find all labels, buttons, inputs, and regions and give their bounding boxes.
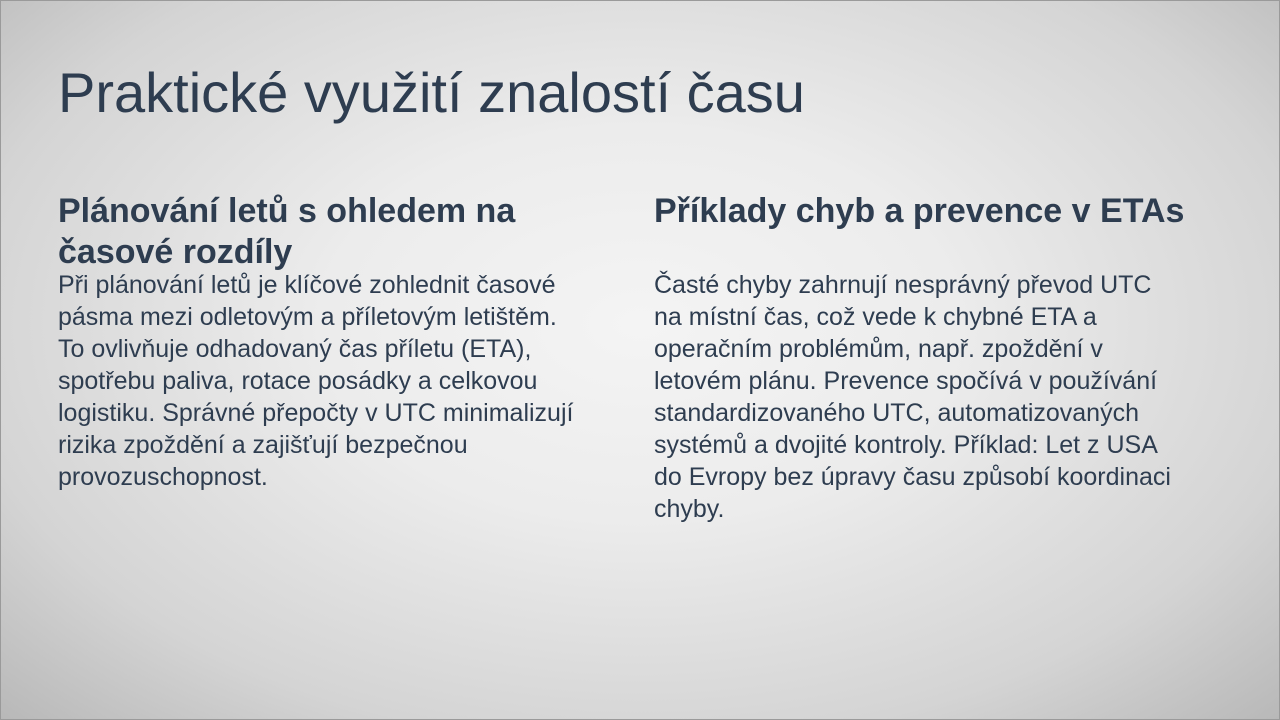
- left-column-body: Při plánování letů je klíčové zohlednit časové pásma mezi odletovým a příletovým letištěm. To ovlivňuje odhadovaný čas příletu (ETA), spotřebu paliva, rotace posádky a celkovou logistiku. Správné přepočty v UTC minimalizují rizika zpoždění a zajišťují bezpečnou provozuschopnost.: [58, 271, 574, 491]
- slide-title: Praktické využití znalostí času: [58, 61, 805, 124]
- right-column: [654, 191, 1194, 525]
- left-column: [58, 191, 598, 493]
- right-column-heading: Příklady chyb a prevence v ETAs: [654, 192, 1185, 230]
- right-column-body: Časté chyby zahrnují nesprávný převod UTC na místní čas, což vede k chybné ETA a operačním problémům, např. zpoždění v letovém plánu. Prevence spočívá v používání standardizovaného UTC, automatizovaných systémů a dvojité kontroly. Příklad: Let z USA do Evropy bez úpravy času způsobí koordinaci chyby.: [654, 271, 1171, 523]
- left-column-heading: Plánování letů s ohledem na časové rozdíly: [58, 192, 516, 271]
